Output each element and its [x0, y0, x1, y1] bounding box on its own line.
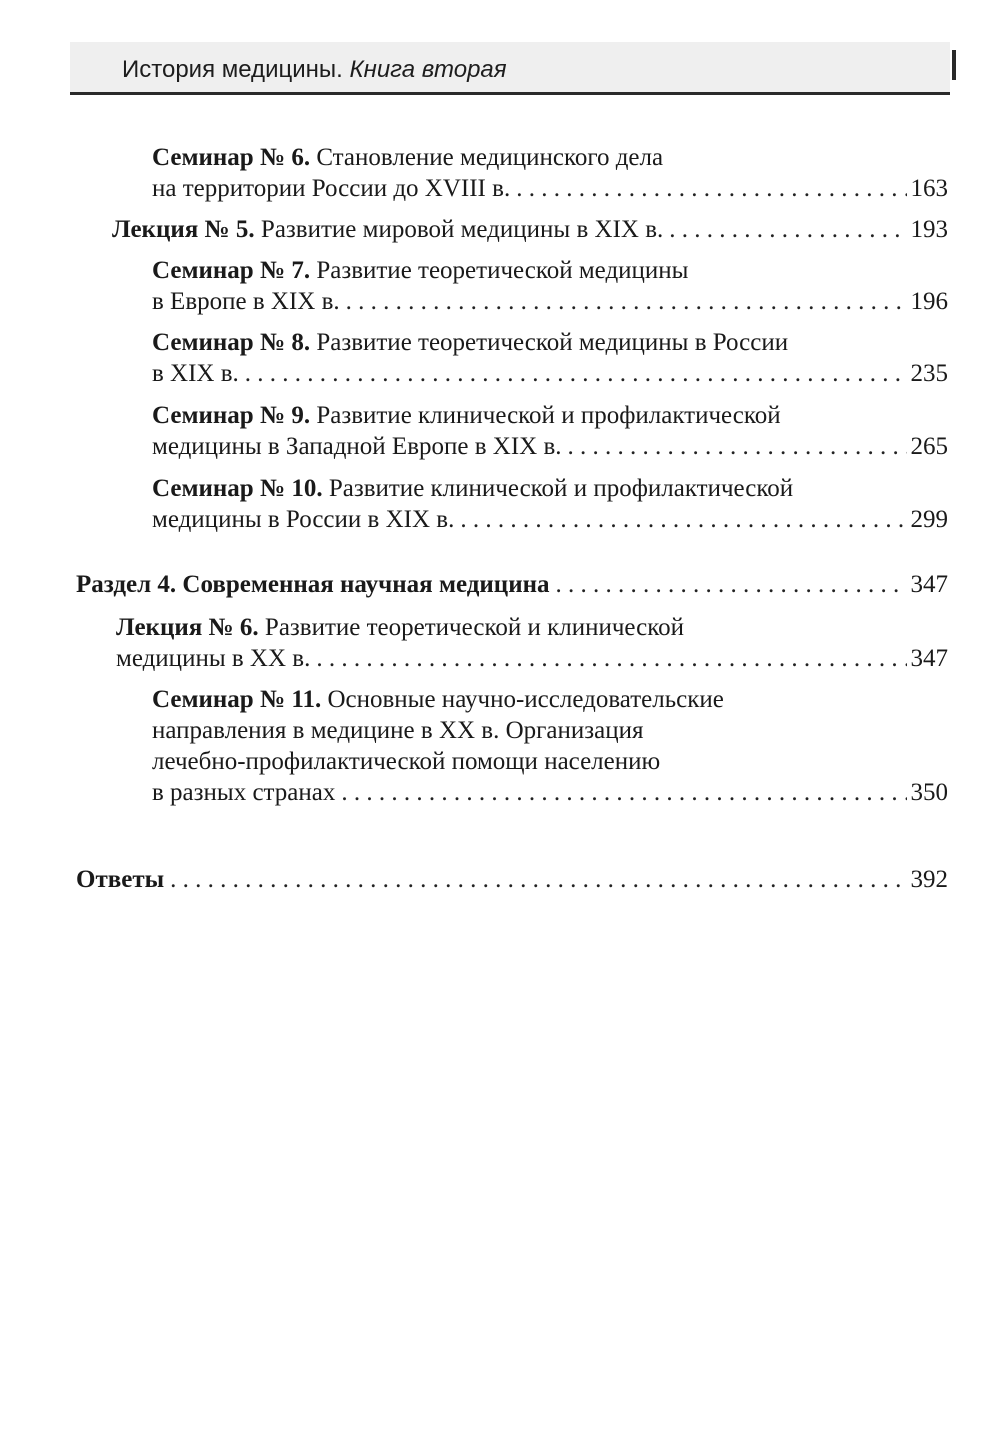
- toc-entry-label: Семинар № 11.: [152, 686, 322, 713]
- toc-entry-title: Развитие клинической и профилактической: [328, 475, 794, 502]
- dot-leader: [346, 286, 907, 317]
- dot-leader: [460, 504, 906, 535]
- dot-leader: [245, 358, 907, 389]
- toc-entry-title: Развитие клинической и профилактической: [316, 402, 781, 429]
- toc-entry-seminar-6[interactable]: [152, 142, 948, 204]
- dot-leader: [516, 173, 906, 204]
- dot-leader: [568, 431, 907, 462]
- toc-entry-seminar-9[interactable]: [152, 400, 948, 462]
- toc-entry-answers[interactable]: [76, 864, 948, 895]
- toc-entry-title: Развитие теоретической и клинической: [264, 614, 684, 641]
- toc-entry-title-cont: на территории России до XVIII в.: [152, 175, 511, 202]
- page-number: 350: [910, 779, 948, 806]
- toc-entry-label: Семинар № 7.: [152, 257, 311, 284]
- book-title: История медицины.: [122, 56, 343, 83]
- toc-entry-label: Семинар № 6.: [152, 144, 311, 171]
- toc-entry-title: Основные научно-исследовательские: [327, 686, 724, 713]
- toc-entry-label: Семинар № 8.: [152, 329, 311, 356]
- dot-leader: [170, 864, 906, 895]
- page-number: 265: [910, 433, 948, 460]
- dot-leader: [316, 643, 906, 674]
- toc-entry-seminar-10[interactable]: [152, 473, 948, 535]
- toc-entry-title-cont: в Европе в XIX в.: [152, 288, 340, 315]
- toc-entry-title-cont: лечебно-профилактической помощи населению: [152, 748, 661, 775]
- toc-entry-title: Развитие теоретической медицины: [316, 257, 689, 284]
- running-header-text: [122, 56, 507, 84]
- toc-entry-lecture-5[interactable]: [112, 214, 948, 245]
- toc-entry-title-cont: в XIX в.: [152, 360, 239, 387]
- toc-entry-title: Развитие теоретической медицины в России: [316, 329, 789, 356]
- page-number: 163: [910, 175, 948, 202]
- page-number: 347: [910, 571, 948, 598]
- page-number: 299: [910, 506, 948, 533]
- dot-leader: [341, 777, 906, 808]
- toc-entry-label: Лекция № 6.: [116, 614, 259, 641]
- toc-entry-seminar-8[interactable]: [152, 327, 948, 389]
- page-number: 392: [910, 866, 948, 893]
- dot-leader: [556, 569, 907, 600]
- toc-entry-title-cont: медицины в XX в.: [116, 645, 311, 672]
- toc-entry-title-cont: направления в медицине в XX в. Организация: [152, 717, 644, 744]
- toc-entry-section-4[interactable]: [76, 569, 948, 600]
- toc-entry-title: Развитие мировой медицины в XIX в.: [260, 216, 664, 243]
- book-subtitle: Книга вторая: [349, 56, 507, 83]
- toc-section-title: Ответы: [76, 866, 165, 893]
- toc-entry-seminar-11[interactable]: [152, 684, 948, 808]
- toc-section-title: Раздел 4. Современная научная медицина: [76, 571, 550, 598]
- toc-entry-title-cont: медицины в Западной Европе в XIX в.: [152, 433, 562, 460]
- toc-entry-seminar-7[interactable]: [152, 255, 948, 317]
- toc-entry-label: Семинар № 10.: [152, 475, 323, 502]
- toc-entry-title-cont: в разных странах: [152, 779, 336, 806]
- toc-entry-label: Семинар № 9.: [152, 402, 311, 429]
- toc-entry-label: Лекция № 5.: [112, 216, 255, 243]
- header-edge-mark: [952, 50, 956, 80]
- page-number: 235: [910, 360, 948, 387]
- running-header: [70, 42, 950, 95]
- page-number: 196: [910, 288, 948, 315]
- page-number: 193: [910, 216, 948, 243]
- page-number: 347: [910, 645, 948, 672]
- toc-entry-title-cont: медицины в России в XIX в.: [152, 506, 455, 533]
- dot-leader: [669, 214, 906, 245]
- toc-entry-title: Становление медицинского дела: [316, 144, 664, 171]
- toc-entry-lecture-6[interactable]: [116, 612, 948, 674]
